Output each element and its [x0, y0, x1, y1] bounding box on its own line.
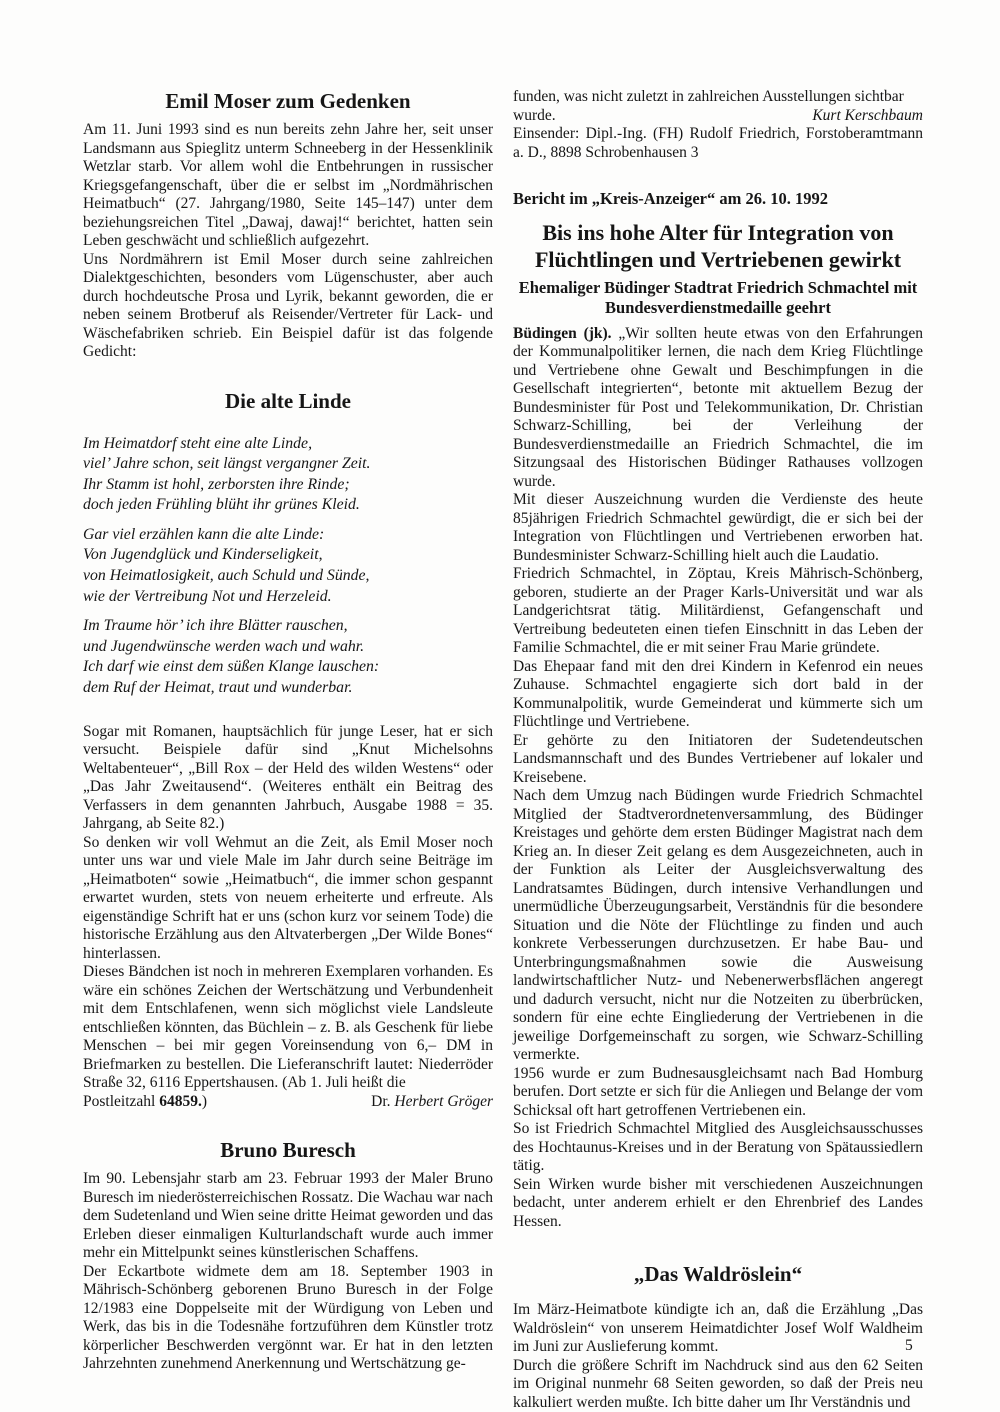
paragraph-emil-4: So denken wir voll Wehmut an die Zeit, als Emil Moser noch unter uns war und viele Male im Jahr durch seine Beiträge im „Heimatboten“ sowie „Heimatbuch“, die immer schon gespannt erwartet wurden, stets von neuem erheiterte und erfreute. Als eigenständige Schrift hat er uns (schon kurz vor seinem Tode) die historische Erzählung aus den Altvaterbergen „Der Wilde Bones“ hinterlassen. — [83, 833, 493, 962]
right-column — [513, 88, 923, 1412]
report-kicker: Bericht im „Kreis-Anzeiger“ am 26. 10. 1992 — [513, 189, 828, 208]
poem-line: von Heimatlosigkeit, auch Schuld und Sünde, — [83, 567, 370, 585]
paragraph-schmachtel-9: Sein Wirken wurde bisher mit verschiedenen Auszeichnungen bedacht, unter anderem erhielt er den Ehrenbrief des Landes Hessen. — [513, 1175, 923, 1230]
postal-code-note — [83, 1093, 207, 1112]
poem-line: Im Heimatdorf steht eine alte Linde, — [83, 434, 313, 452]
poem-line: wie der Vertreibung Not und Herzeleid. — [83, 587, 332, 605]
poem-line: dem Ruf der Heimat, traut und wunderbar. — [83, 679, 353, 697]
article-title-emil-moser: Emil Moser zum Gedenken — [165, 89, 411, 113]
poem-stanza-1 — [83, 434, 493, 516]
paragraph-emil-5: Dieses Bändchen ist noch in mehreren Exemplaren vorhanden. Es wäre ein schönes Zeichen der Wertschätzung und Verbundenheit mit dem Entschlafenen, wenn sich möglichst viele Landsleute entschließen könnten, das Büchlein – z. B. als Geschenk für liebe Menschen – bei mir gegen Voreinsendung von 6,– DM in Briefmarken zu bestellen. Die Lieferanschrift lautet: Niederröder Straße 32, 6116 Eppertshausen. (Ab 1. Juli heißt die — [83, 963, 493, 1092]
poem-line: Ich darf wie einst dem süßen Klange lauschen: — [83, 658, 380, 676]
article-title-schmachtel: Bis ins hohe Alter für Integration von Flüchtlingen und Vertriebenen gewirkt — [534, 219, 902, 272]
poem-stanza-2 — [83, 525, 493, 607]
article-title-bruno-buresch: Bruno Buresch — [220, 1138, 356, 1163]
paragraph-emil-2: Uns Nordmährern ist Emil Moser durch seine zahlreichen Dialektgeschichten, besonders vom Lügenschuster, aber auch durch hochdeutsche Prosa und Lyrik, bekannt geworden, die er neben seinem Brotberuf als Reisender/Vertreter für Lack- und Wäschefabriken schrieb. Ein Beispiel dafür ist das folgende Gedicht: — [83, 250, 493, 360]
poem-line: doch jeden Frühling blüht ihr grünes Kleid. — [83, 496, 360, 514]
poem-line: und Jugendwünsche werden wach und wahr. — [83, 637, 365, 655]
signature-name: Kurt Kerschbaum — [812, 106, 923, 124]
paragraph-buresch-1: Im 90. Lebensjahr starb am 23. Februar 1993 der Maler Bruno Buresch im niederösterreichischen Rossatz. Die Wachau war nach dem Sudetenland und Wien seine dritte Heimat geworden und das Erleben dieser einmaligen Kulturlandschaft wurde auch immer mehr ein Mittelpunkt seines künstlerischen Schaffens. — [83, 1170, 493, 1262]
signature-name: Herbert Gröger — [394, 1092, 493, 1110]
poem-line: Im Traume hör’ ich ihre Blätter rauschen, — [83, 617, 348, 635]
postal-code-value: 64859. — [159, 1092, 202, 1110]
paragraph-tail-and-signature — [83, 1093, 493, 1112]
paragraph-schmachtel-7: 1956 wurde er zum Budnesausgleichsamt nach Bad Homburg berufen. Dort setzte er sich für die Anliegen und Belange der vom Schicksal oft hart getroffenen Vertriebenen ein. — [513, 1064, 923, 1119]
paragraph-schmachtel-6: Nach dem Umzug nach Büdingen wurde Friedrich Schmachtel Mitglied der Stadtverordnetenversammlung, des Büdinger Kreistages und gehörte dem ersten Büdinger Magistrat nach dem Krieg an. In dieser Zeit gelang es dem Ausgezeichneten, auch in der Funktion als Leiter der Ausgleichsverwaltung des Landratsamtes Büdingen, durch intensive Verhandlungen und unermüdliche Überzeugungsarbeit, Verständnis für die besondere Situation und die Nöte der Flüchtlinge zu finden und auch konkrete Verbesserungen durchzusetzen. Er habe Bau- und Unterbringungsmaßnahmen sowie die Ausweisung landwirtschaftlicher Nutz- und Nebenerwerbsflächen angeregt und dadurch versucht, nicht nur die Notzeiten zu überbrücken, sondern für eine echte Eingliederung der Vertriebenen in die jeweilige Dorfgemeinschaft zu sorgen, wie Schwarz-Schilling vermerkte. — [513, 787, 923, 1063]
poem-line: Ihr Stamm ist hohl, zerborsten ihre Rinde; — [83, 475, 350, 493]
paragraph-schmachtel-3: Friedrich Schmachtel, in Zöptau, Kreis Mährisch-Schönberg, geboren, studierte an der Prager Karls-Universität und war als Landgerichtsrat tätig. Militärdienst, Gefangenschaft und Vertreibung bedeuteten einen tiefen Einschnitt in das Leben der Familie Schmachtel, die er mit seiner Frau Marie gründete. — [513, 565, 923, 656]
article-title-waldroeslein: „Das Waldröslein“ — [633, 1262, 803, 1286]
poem-line: Von Jugendglück und Kinderseligkeit, — [83, 546, 323, 564]
poem-die-alte-linde — [83, 434, 493, 699]
paragraph-buresch-2: Der Eckartbote widmete dem am 18. September 1903 in Mährisch-Schönberg geborenen Bruno Buresch in der Folge 12/1983 eine Doppelseite mit der Würdigung von Leben und Werk, das bis in die Todesnähe fortzuführen dem Künstler trotz körperlicher Beschwerden vergönnt war. Er hat in den letzten Jahrzehnten zunehmend Anerkennung und Wertschätzung ge- — [83, 1262, 493, 1373]
author-signature-groeger — [371, 1093, 493, 1112]
paragraph-schmachtel-4: Das Ehepaar fand mit den drei Kindern in Kefenrod ein neues Zuhause. Schmachtel engagierte sich dort bald in der Kommunalpolitik, wurde Gemeinderat und kümmerte sich um Flüchtlinge und Vertriebene. — [513, 657, 923, 730]
poem-line: viel’ Jahre schon, seit längst vergangner Zeit. — [83, 455, 371, 473]
poem-stanza-3 — [83, 616, 493, 698]
paragraph-schmachtel-5: Er gehörte zu den Initiatoren der Sudetendeutschen Landsmannschaft und des Bundes Vertriebener auf lokaler und Kreisebene. — [513, 731, 923, 786]
paragraph-schmachtel-2: Mit dieser Auszeichnung wurden die Verdienste des heute 85jährigen Friedrich Schmachtel gewürdigt, die er sich bei der Integration von Flüchtlingen und Vertriebenen erworben hat. Bundesminister Schwarz-Schilling hielt auch die Laudatio. — [513, 491, 923, 564]
paragraph-schmachtel-8: So ist Friedrich Schmachtel Mitglied des Ausgleichsausschusses des Hochtaunus-Kreises und in der Beratung von Spätaussiedlern tätig. — [513, 1120, 923, 1174]
left-column — [83, 88, 493, 1374]
dateline-lead: Büdingen (jk). — [513, 324, 612, 342]
postal-code-label: Postleitzahl — [83, 1092, 160, 1110]
paragraph-text: „Wir sollten heute etwas von den Erfahrungen der Kommunalpolitiker lernen, die nach dem Krieg Flüchtlinge und Vertriebene ohne Gewalt und Beschimpfungen in die Gesellschaft integrierten“, betonte mit aktuellem Bezug der Bundesminister für Post und Telekommunikation, Dr. Christian Schwarz-Schilling, bei der Verleihung der Bundesverdienstmedaille an Friedrich Schmachtel, die im Sitzungsaal des Historischen Büdinger Rathauses vollzogen wurde. — [513, 324, 923, 490]
continuation-last-word: wurde. — [513, 106, 556, 124]
poem-title: Die alte Linde — [225, 388, 351, 413]
paragraph-waldroeslein-2: Durch die größere Schrift im Nachdruck sind aus den 62 Seiten im Original nunmehr 68 Seiten geworden, so daß der Preis neu kalkuliert werden mußte. Ich bitte daher um Ihr Verständnis und — [513, 1356, 923, 1411]
author-signature-kerschbaum — [812, 107, 923, 126]
paragraph-emil-1: Am 11. Juni 1993 sind es nun bereits zehn Jahre her, seit unser Landsmann aus Spieglitz unterm Schneeberg in der Hessenklinik Wetzlar starb. Vor allem wohl die Entbehrungen in russischer Kriegsgefangenschaft, über die er selbst im „Nordmährischen Heimatbuch“ (27. Jahrgang/1980, Seite 145–147) unter dem beziehungsreichen Titel „Dawaj, dawaj!“ berichtet, hatten sein Leben geschwächt und schließlich aufgezehrt. — [83, 121, 493, 249]
poem-line: Gar viel erzählen kann die alte Linde: — [83, 525, 325, 543]
paragraph-emil-3: Sogar mit Romanen, hauptsächlich für junge Leser, hat er sich versucht. Beispiele dafür sind „Knut Michelsohns Weltabenteuer“, „Bill Rox – der Held des wilden Westens“ oder „Das Jahr Zweitausend“. (Weiteres enthält ein Beitrag des Verfassers in dem genannten Jahrbuch, Ausgabe 1988 = 35. Jahrgang, ab Seite 82.) — [83, 722, 493, 833]
paragraph-buresch-continuation: funden, was nicht zuletzt in zahlreichen Ausstellungen sichtbar — [513, 88, 904, 105]
paragraph-einsender: Einsender: Dipl.-Ing. (FH) Rudolf Friedrich, Forstoberamtmann a. D., 8898 Schrobenhausen 3 — [513, 125, 923, 161]
paragraph-waldroeslein-1: Im März-Heimatbote kündigte ich an, daß die Erzählung „Das Waldröslein“ von unserem Heimatdichter Josef Wolf Waldheim im Juni zur Auslieferung kommt. — [513, 1301, 923, 1355]
page-number: 5 — [905, 1337, 913, 1354]
signature-prefix: Dr. — [371, 1092, 395, 1110]
paragraph-end-and-signature — [513, 107, 923, 126]
paragraph-schmachtel-1 — [513, 325, 923, 492]
postal-code-close: ) — [201, 1092, 207, 1110]
article-subtitle-schmachtel: Ehemaliger Büdinger Stadtrat Friedrich Schmachtel mit Bundesverdienstmedaille geehrt — [518, 277, 918, 317]
